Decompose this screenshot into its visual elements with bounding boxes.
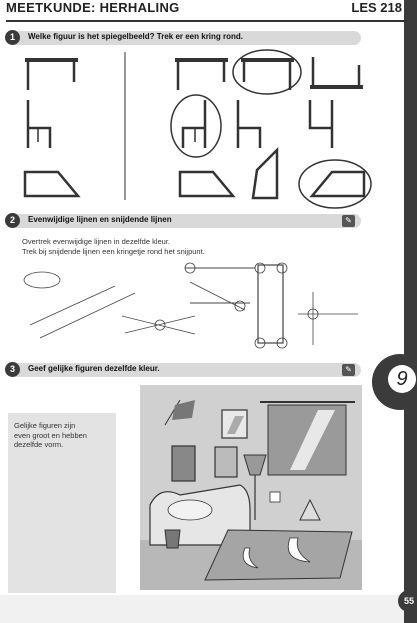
rectangle[interactable] [258,265,283,343]
table-choice-2[interactable] [241,60,294,90]
section-2-bar [6,214,361,228]
trapezoid-choice-1[interactable] [180,172,233,196]
instruction-2: Trek bij snijdende lijnen een kringetje rond het snijpunt. [22,247,205,256]
small-ellipse [24,272,60,288]
section-2-title: Evenwijdige lijnen en snijdende lijnen [28,215,172,224]
pencil-icon: ✎ [342,215,355,227]
frame-small[interactable] [215,447,237,477]
section-3-title: Geef gelijke figuren dezelfde kleur. [28,364,160,373]
parallel-line-b[interactable] [40,293,135,338]
instruction-1: Overtrek evenwijdige lijnen in dezelfde kleur. [22,237,170,246]
circle-answer-2 [171,95,221,157]
crossing-line-b[interactable] [125,316,195,333]
trapezoid-choice-2[interactable] [253,150,277,198]
footer [0,595,404,623]
diagonal-line[interactable] [190,282,245,310]
chapter-number: 9 [388,365,416,393]
chair-choice-2[interactable] [238,100,260,148]
pencil-icon: ✎ [342,364,355,376]
info-text: Gelijke figuren zijn even groot en hebben dezelfde vorm. [14,421,87,449]
small-box[interactable] [270,492,280,502]
circle-answer-3 [299,160,371,208]
parallel-line-a[interactable] [30,286,115,325]
living-room-scene [140,385,362,590]
table-original [25,60,78,90]
page-title: MEETKUNDE: HERHALING [6,0,180,15]
rug[interactable] [205,530,352,580]
table-lamp[interactable] [165,530,180,548]
chair-choice-1[interactable] [183,100,205,148]
section-2-number: 2 [5,213,20,228]
trapezoid-choice-3[interactable] [312,172,364,196]
table-choice-3[interactable] [310,57,363,87]
lesson-label: LES 218 [351,0,402,15]
info-box [8,413,116,593]
page-number: 55 [398,590,417,612]
section-3-bar [6,363,361,377]
section-3-number: 3 [5,362,20,377]
frame-striped[interactable] [172,446,195,481]
section-1-title: Welke figuur is het spiegelbeeld? Trek er een kring rond. [28,32,244,41]
section-1-number: 1 [5,30,20,45]
table-choice-1[interactable] [175,60,228,90]
trapezoid-original [25,172,78,196]
chair-choice-3[interactable] [310,100,332,148]
chair-original [28,100,50,148]
